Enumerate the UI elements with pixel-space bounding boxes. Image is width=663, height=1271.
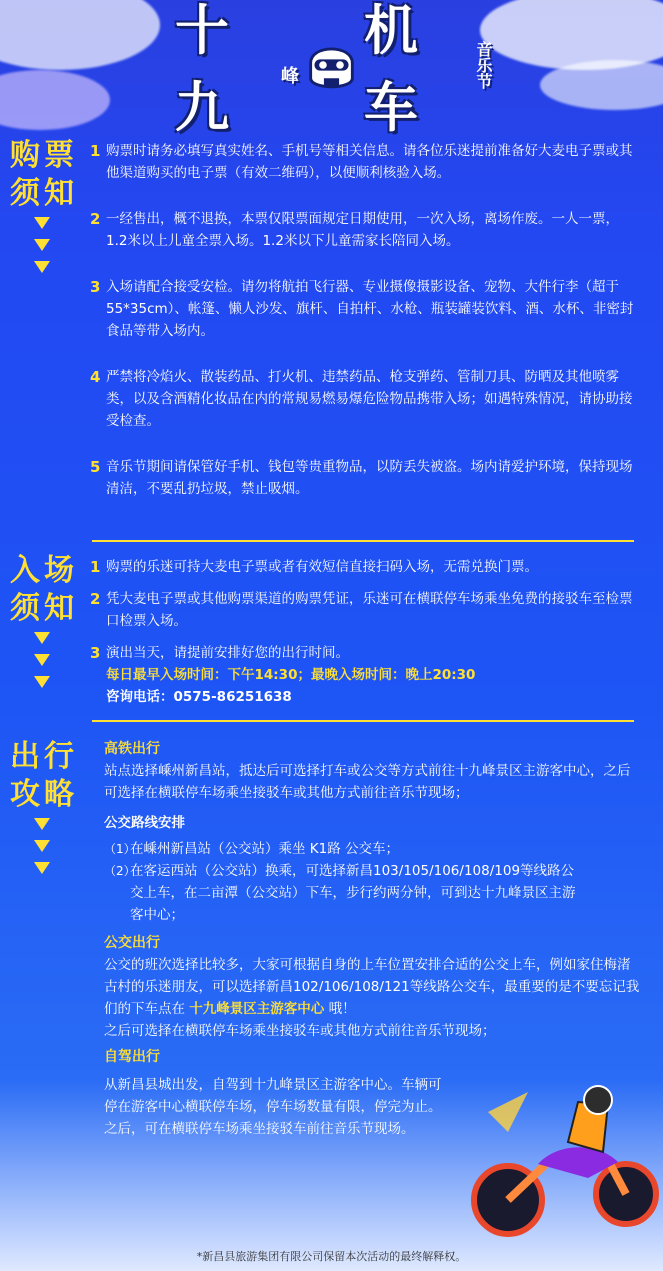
logo-text-vertical: 音乐节	[474, 41, 493, 89]
section-title: 出行攻略	[10, 739, 78, 812]
footer-disclaimer: *新昌县旅游集团有限公司保留本次活动的最终解释权。	[196, 1250, 467, 1263]
list-item: 4 严禁将冷焰火、散装药品、打火机、违禁药品、枪支弹药、管制刀具、防晒及其他喷雾类，以及含酒精化妆品在内的常规易燃易爆危险物品携带入场；如遇特殊情况，请协助接受检查。	[90, 368, 633, 429]
list-item: 2 凭大麦电子票或其他购票渠道的购票凭证，乐迷可在横联停车场乘坐免费的接驳车至检票口检票入场。	[90, 590, 633, 629]
list-item: 2 一经售出，概不退换，本票仅限票面规定日期使用，一次入场，离场作废。一人一票，1.2米以上儿童全票入场。1.2米以下儿童需家长陪同入场。	[90, 210, 619, 249]
arrows-icon	[34, 818, 82, 874]
bus-title: 公交出行	[104, 935, 160, 951]
entry-section-heading	[10, 552, 82, 698]
rail-title: 高铁出行	[104, 741, 160, 757]
logo-text-right: 机车	[364, 0, 420, 139]
list-item: 3 入场请配合接受安检。请勿将航拍飞行器、专业摄像摄影设备、宠物、大件行李（超于55*35cm）、帐篷、懒人沙发、旗杆、自拍杆、水枪、瓶装罐装饮料、酒、水杯、非密封食品等带入场内。	[90, 278, 634, 339]
ticket-notes	[92, 140, 640, 500]
arrows-icon	[34, 217, 82, 273]
logo-text-small: 峰	[281, 66, 299, 87]
bus-highlight: 十九峰景区主游客中心	[189, 1001, 325, 1017]
list-item: 3 演出当天，请提前安排好您的出行时间。	[90, 644, 349, 662]
bus-route-2: （2） 在客运西站（公交站）换乘，可选择新昌103/105/106/108/109等线路公交上车，在二亩潭（公交站）下车，步行约两分钟，可到达十九峰景区主游客中心；	[104, 863, 576, 923]
list-item: 5 音乐节期间请保管好手机、钱包等贵重物品，以防丢失被盗。场内请爱护环境，保持现场清洁，不要乱扔垃圾，禁止吸烟。	[90, 458, 633, 497]
entry-notes	[92, 556, 640, 708]
bus-route-1: （1） 在嵊州新昌站（公交站）乘坐 K1路 公交车；	[104, 841, 400, 857]
festival-logo	[175, 0, 495, 139]
bus-text-after: 之后可选择在横联停车场乘坐接驳车或其他方式前往音乐节现场；	[104, 1023, 496, 1039]
contact-phone: 咨询电话：0575-86251638	[106, 689, 292, 705]
motorcycle-rider-illustration	[468, 1082, 663, 1237]
list-item: 1 购票的乐迷可持大麦电子票或者有效短信直接扫码入场，无需兑换门票。	[90, 558, 538, 576]
section-divider	[92, 540, 634, 542]
bus-route-title: 公交路线安排	[104, 815, 185, 831]
section-divider	[92, 720, 634, 722]
header-banner	[0, 0, 663, 139]
rail-text: 站点选择嵊州新昌站，抵达后可选择打车或公交等方式前往十九峰景区主游客中心，之后可选择在横联停车场乘坐接驳车或其他方式前往音乐节现场；	[104, 763, 631, 801]
travel-guide	[104, 738, 640, 1140]
bus-text: 公交的班次选择比较多，大家可根据自身的上车位置安排合适的公交上车，例如家住梅渚古村的乐迷朋友，可以选择新昌102/106/108/121等线路公交车，最重要的是不要忘记我们的下车点在 十九峰景区主游客中心 哦！	[104, 957, 640, 1017]
helmet-icon	[305, 33, 358, 97]
arrows-icon	[34, 632, 82, 688]
section-title: 购票须知	[10, 138, 78, 211]
entry-time: 每日最早入场时间：下午14:30；最晚入场时间：晚上20:30	[106, 667, 476, 683]
section-title: 入场须知	[10, 553, 78, 626]
ticket-section-heading	[10, 137, 82, 283]
travel-section-heading	[10, 738, 82, 884]
car-text: 从新昌县城出发，自驾到十九峰景区主游客中心。车辆可停在游客中心横联停车场，停车场数量有限，停完为止。之后，可在横联停车场乘坐接驳车前往音乐节现场。	[104, 1077, 442, 1137]
logo-text-left: 十九	[175, 0, 231, 139]
car-title: 自驾出行	[104, 1049, 160, 1065]
list-item: 1 购票时请务必填写真实姓名、手机号等相关信息。请各位乐迷提前准备好大麦电子票或其他渠道购买的电子票（有效二维码），以便顺利核验入场。	[90, 142, 633, 181]
